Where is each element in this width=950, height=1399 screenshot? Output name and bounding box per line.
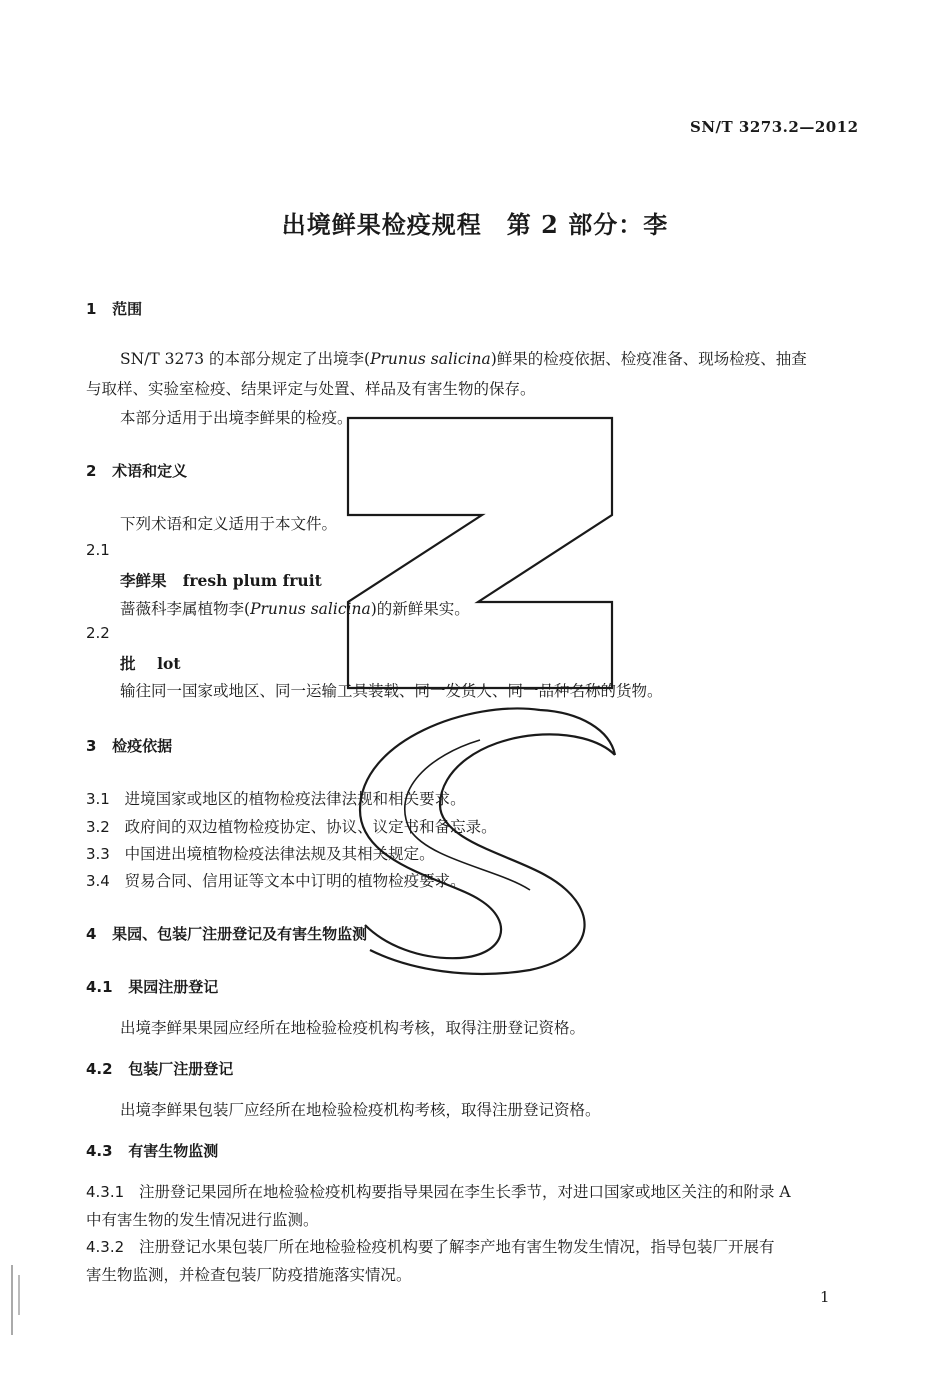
term-2-2-name: 批 lot: [120, 654, 181, 673]
section-1-paragraph-1-cont: 与取样、实验室检疫、结果评定与处置、样品及有害生物的保存。: [86, 380, 536, 398]
clause-4-3-1: 4.3.1 注册登记果园所在地检验检疫机构要指导果园在李生长季节，对进口国家或地区关注的和附录 A: [86, 1183, 791, 1201]
section-1-paragraph-1: SN/T 3273 的本部分规定了出境李(Prunus salicina)鲜果的检疫依据、检疫准备、现场检疫、抽查: [120, 350, 807, 368]
clause-4-3-2: 4.3.2 注册登记水果包装厂所在地检验检疫机构要了解李产地有害生物发生情况，指导包装厂开展有: [86, 1238, 775, 1256]
clause-4-3-2-cont: 害生物监测，并检查包装厂防疫措施落实情况。: [86, 1266, 412, 1284]
section-4-heading: 4 果园、包装厂注册登记及有害生物监测: [86, 925, 368, 943]
page-number: 1: [820, 1288, 830, 1306]
section-4-1-text: 出境李鲜果果园应经所在地检验检疫机构考核，取得注册登记资格。: [120, 1019, 586, 1037]
term-2-2-definition: 输往同一国家或地区、同一运输工具装载、同一发货人、同一品种名称的货物。: [120, 682, 663, 700]
list-item: 3.4 贸易合同、信用证等文本中订明的植物检疫要求。: [86, 872, 466, 890]
section-4-2-heading: 4.2 包装厂注册登记: [86, 1060, 234, 1078]
scan-margin-marks: [8, 1265, 28, 1335]
list-item: 3.3 中国进出境植物检疫法律法规及其相关规定。: [86, 845, 435, 863]
clause-4-3-1-cont: 中有害生物的发生情况进行监测。: [86, 1211, 319, 1229]
section-4-2-text: 出境李鲜果包装厂应经所在地检验检疫机构考核，取得注册登记资格。: [120, 1101, 601, 1119]
watermark-z-shape: [348, 418, 612, 688]
standard-number: SN/T 3273.2—2012: [690, 118, 859, 136]
page-title: 出境鲜果检疫规程 第 2 部分：李: [281, 210, 669, 239]
watermark-zs: [330, 410, 630, 980]
section-4-3-heading: 4.3 有害生物监测: [86, 1142, 219, 1160]
list-item: 3.2 政府间的双边植物检疫协定、协议、议定书和备忘录。: [86, 818, 497, 836]
term-2-1-number: 2.1: [86, 541, 110, 559]
section-3-heading: 3 检疫依据: [86, 737, 173, 755]
term-2-2-number: 2.2: [86, 624, 110, 642]
watermark-s-shape: [360, 708, 615, 973]
section-2-intro: 下列术语和定义适用于本文件。: [120, 515, 338, 533]
term-2-1-definition: 蔷薇科李属植物李(Prunus salicina)的新鲜果实。: [120, 600, 470, 618]
section-1-heading: 1 范围: [86, 300, 143, 318]
list-item: 3.1 进境国家或地区的植物检疫法律法规和相关要求。: [86, 790, 466, 808]
section-4-1-heading: 4.1 果园注册登记: [86, 978, 219, 996]
section-2-heading: 2 术语和定义: [86, 462, 188, 480]
term-2-1-name: 李鲜果 fresh plum fruit: [120, 571, 322, 590]
section-1-paragraph-2: 本部分适用于出境李鲜果的检疫。: [120, 409, 353, 427]
